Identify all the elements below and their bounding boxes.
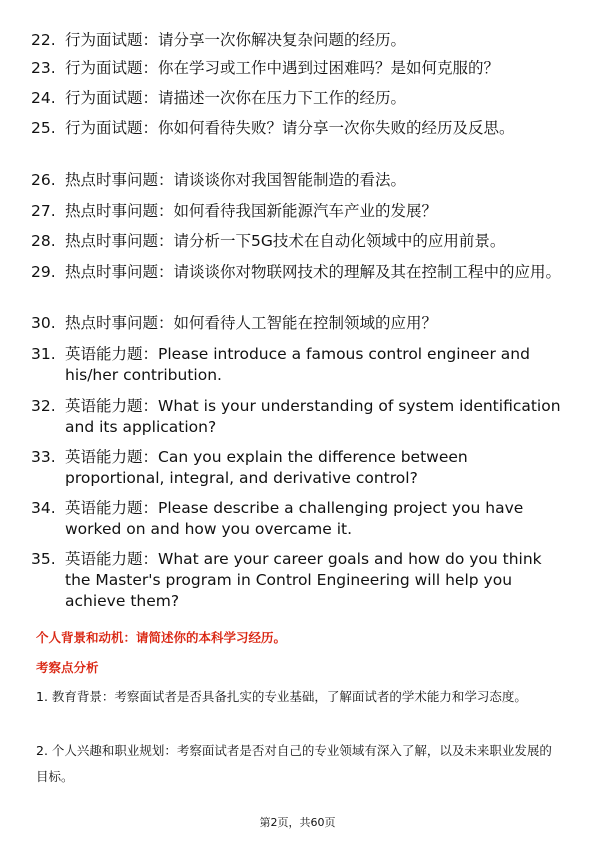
- section-heading: 个人背景和动机：请简述你的本科学习经历。: [36, 630, 287, 645]
- question-number: 22.: [31, 31, 56, 49]
- question-item: [31, 447, 566, 489]
- question-number: 32.: [31, 397, 56, 415]
- question-text: 英语能力题：What are your career goals and how do you think the Master's program in Control Engineering will help you achieve them?: [65, 550, 542, 610]
- question-number: 27.: [31, 202, 56, 220]
- question-number: 31.: [31, 345, 56, 363]
- question-item: [31, 313, 566, 334]
- question-text: 热点时事问题：如何看待人工智能在控制领域的应用？: [65, 314, 438, 332]
- analysis-paragraph: 2. 个人兴趣和职业规划：考察面试者是否对自己的专业领域有深入了解，以及未来职业发展的目标。: [36, 743, 552, 784]
- question-text: 行为面试题：你如何看待失败？请分享一次你失败的经历及反思。: [65, 119, 515, 137]
- question-number: 26.: [31, 171, 56, 189]
- question-item: [31, 118, 566, 139]
- question-item: [31, 344, 566, 386]
- question-item: [31, 231, 566, 252]
- question-item: [31, 396, 566, 438]
- question-number: 30.: [31, 314, 56, 332]
- question-item: [31, 262, 566, 283]
- question-item: [31, 88, 566, 109]
- question-text: 热点时事问题：请谈谈你对我国智能制造的看法。: [65, 171, 407, 189]
- question-text: 行为面试题：请描述一次你在压力下工作的经历。: [65, 89, 407, 107]
- question-text: 行为面试题：你在学习或工作中遇到过困难吗？是如何克服的？: [65, 59, 500, 77]
- question-number: 35.: [31, 550, 56, 568]
- question-item: [31, 498, 566, 540]
- question-number: 24.: [31, 89, 56, 107]
- question-number: 28.: [31, 232, 56, 250]
- question-item: [31, 201, 566, 222]
- question-text: 热点时事问题：如何看待我国新能源汽车产业的发展？: [65, 202, 438, 220]
- question-text: 英语能力题：Please introduce a famous control engineer and his/her contribution.: [65, 345, 530, 384]
- question-text: 英语能力题：Can you explain the difference between proportional, integral, and derivative control?: [65, 448, 468, 487]
- page-footer: 第2页，共60页: [259, 816, 336, 829]
- question-text: 英语能力题：Please describe a challenging project you have worked on and how you overcame it.: [65, 499, 524, 538]
- question-item: [31, 549, 566, 612]
- question-text: 热点时事问题：请分析一下5G技术在自动化领域中的应用前景。: [65, 232, 506, 250]
- question-item: [31, 170, 566, 191]
- question-number: 29.: [31, 263, 56, 281]
- question-text: 行为面试题：请分享一次你解决复杂问题的经历。: [65, 31, 407, 49]
- question-number: 23.: [31, 59, 56, 77]
- question-item: [31, 58, 566, 79]
- question-item: [31, 30, 566, 51]
- sub-heading: 考察点分析: [36, 660, 99, 675]
- question-number: 25.: [31, 119, 56, 137]
- question-number: 33.: [31, 448, 56, 466]
- analysis-paragraph: 1. 教育背景：考察面试者是否具备扎实的专业基础，了解面试者的学术能力和学习态度。: [36, 689, 527, 704]
- question-number: 34.: [31, 499, 56, 517]
- question-text: 热点时事问题：请谈谈你对物联网技术的理解及其在控制工程中的应用。: [65, 263, 562, 281]
- question-text: 英语能力题：What is your understanding of system identification and its application?: [65, 397, 561, 436]
